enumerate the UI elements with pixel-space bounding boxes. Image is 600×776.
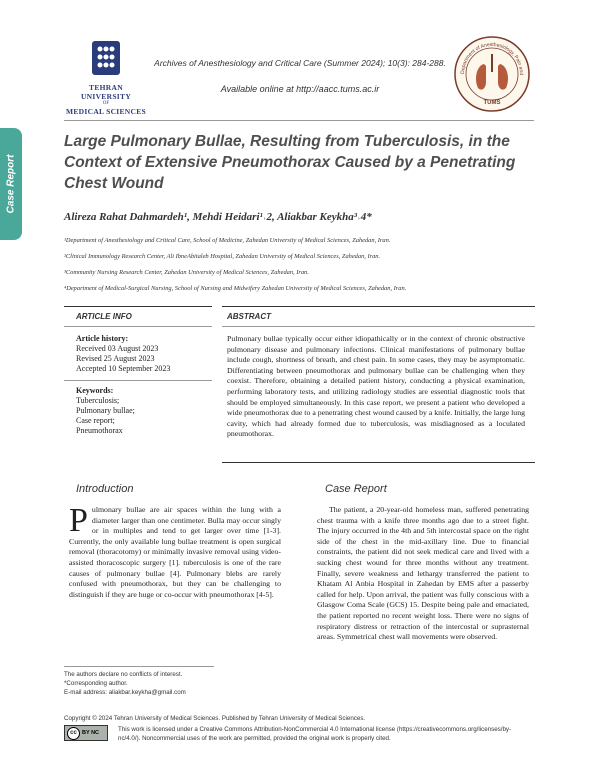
journal-citation: Archives of Anesthesiology and Critical Care (Summer 2024); 10(3): 284-288. (154, 58, 446, 68)
introduction-heading: Introduction (76, 483, 134, 495)
department-seal-icon (452, 34, 532, 114)
case-report-heading: Case Report (325, 483, 387, 495)
introduction-text: ulmonary bullae are air spaces within the lung with a diameter larger than one centimeter. Bulla may occur singly or in multiples and tend to get larger over time [1-3]. Currently, the only available lung bullae treatment is open surgical removal (thoracotomy) or minimally invasive removal using video-assisted thoracoscopic surgery [1]. tuberculosis is one of the rare causes of pulmonary bullae [4]. Pulmonary blebs are rarely confused with pneumothorax, but they can be challenging to distinguish if they are huge or co-occur with pneumothorax [4-5]. (69, 505, 281, 599)
corresponding-author-note: *Corresponding author. (64, 680, 128, 687)
journal-online-url[interactable]: Available online at http://aacc.tums.ac.ir (220, 84, 380, 94)
tums-logo-line1: TEHRAN UNIVERSITY (80, 83, 132, 101)
footnotes (64, 670, 314, 697)
svg-text:Department of Anesthesiology,: Department of Anesthesiology, Pain and (459, 41, 525, 76)
license-line-1: This work is licensed under a Creative Commons Attribution-NonCommercial 4.0 International license (https://creativecommons.org/licenses/by- (118, 726, 512, 733)
keyword-item: Tuberculosis; (76, 396, 120, 405)
introduction-body (69, 502, 281, 600)
license-line-2: nc/4.0/). Noncommercial uses of the work are permitted, provided the original work is properly cited. (118, 735, 391, 742)
tums-logo-line2: OF (102, 101, 110, 106)
affiliation-1: ¹Department of Anesthesiology and Critical Care, School of Medicine, Zahedan University of Medical Sciences, Zahedan, Iran. (64, 237, 391, 244)
keyword-item: Pulmonary bullae; (76, 406, 135, 415)
tums-logo-line3: MEDICAL SCIENCES (65, 107, 147, 116)
affiliation-2: ²Clinical Immunology Research Center, Ali IbneAbitaleb Hospital, Zahedan University of Medical Sciences, Zahedan, Iran. (64, 253, 381, 260)
article-title: Large Pulmonary Bullae, Resulting from Tuberculosis, in the Context of Extensive Pneumothorax Caused by a Penetrating Chest Wound (64, 133, 516, 192)
keywords-label: Keywords: (76, 386, 114, 395)
conflict-statement: The authors declare no conflicts of interest. (64, 671, 183, 678)
affiliation-3: ³Community Nursing Research Center, Zahedan University of Medical Sciences, Zahedan, Iran. (64, 269, 309, 276)
received-date: Received 03 August 2023 (76, 344, 159, 353)
tums-logo (64, 40, 148, 116)
case-report-text: The patient, a 20-year-old homeless man, suffered penetrating chest trauma with a knife three months ago due to a street fight. The injury occurred in the 4th and 5th intercostal space on the right side of the chest in the mid-axillary line. Due to financial constraints, the patient did not seek medical care and lived with a sucking chest wound for three months without any treatment. Finally, severe weakness and lethargy transferred the patient to Khatam Al Anbia Hospital in Zahedan by EMS after a passerby called for help. Upon arrival, the patient was fully conscious with a Glasgow Coma Scale (GCS) 15. Despite being pale and emaciated, the patient reported no recent weight loss. There were no signs of respiratory distress or retraction of the intercostal or suprasternal areas. Symmetrical chest wall movements were observed. (317, 505, 529, 642)
copyright-line: Copyright © 2024 Tehran University of Medical Sciences. Published by Tehran University of Medical Sciences. (64, 715, 366, 722)
article-type-label: Case Report (5, 154, 17, 214)
affiliation-4: ⁴Department of Medical-Surgical Nursing, School of Nursing and Midwifery Zahedan University of Medical Sciences, Zahedan, Iran. (64, 285, 407, 292)
article-type-tab (0, 128, 22, 240)
keywords-block (76, 386, 212, 436)
abstract-heading: ABSTRACT (227, 312, 271, 321)
cc-license-badge[interactable] (64, 725, 108, 741)
article-authors: Alireza Rahat Dahmardeh¹, Mehdi Heidari¹˒2, Aliakbar Keykha³˒4* (64, 211, 372, 223)
keyword-item: Case report; (76, 416, 115, 425)
cc-icon: cc (67, 727, 80, 740)
tums-emblem-icon (91, 40, 121, 76)
keyword-item: Pneumothorax (76, 426, 123, 435)
article-info-heading: ARTICLE INFO (76, 312, 132, 321)
abstract-text: Pulmonary bullae typically occur either idiopathically or in the context of chronic obstructive pulmonary disease and pulmonary infections. Clinical manifestations of pulmonary bullae include cough, shortness of breath, and chest pain. In some cases, they may be asymptomatic. Differentiating between pneumothorax and pulmonary bullae can be challenging when they coexist. Therefore, obtaining a detailed patient history, conducting a physical examination, performing laboratory tests, and utilizing radiology studies are essential diagnostic tools that should be employed simultaneously. In this case report, we present a patient who developed a wide pneumothorax due to a penetrating chest wound caused by a knife. Initially, the large lung cavity, which had already formed due to tuberculosis, was misdiagnosed as a loculated pneumothorax. (227, 334, 525, 439)
department-logo-caption: TUMS (483, 100, 501, 106)
corresponding-email[interactable]: E-mail address: aliakbar.keykha@gmail.com (64, 689, 186, 696)
license-text (118, 725, 538, 743)
department-logo (452, 34, 532, 114)
accepted-date: Accepted 10 September 2023 (76, 364, 171, 373)
article-info (76, 334, 212, 374)
cc-by-nc-label: BY NC (82, 730, 100, 736)
drop-cap: P (69, 502, 88, 539)
article-history-label: Article history: (76, 334, 129, 343)
revised-date: Revised 25 August 2023 (76, 354, 155, 363)
